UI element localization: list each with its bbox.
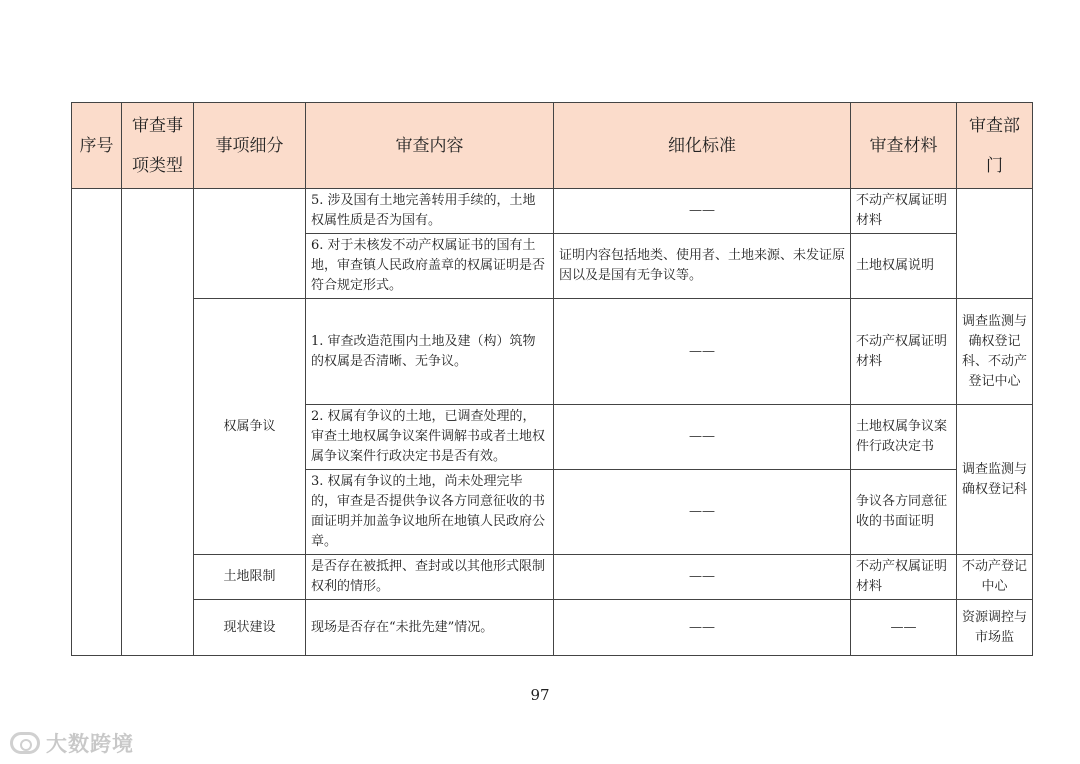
cell-material: 不动产权属证明材料 — [851, 189, 957, 234]
cell-content: 是否存在被抵押、查封或以其他形式限制权利的情形。 — [306, 555, 554, 600]
cell-content: 5. 涉及国有土地完善转用手续的，土地权属性质是否为国有。 — [306, 189, 554, 234]
cell-material: 争议各方同意征收的书面证明 — [851, 470, 957, 555]
cell-type — [122, 189, 194, 656]
cell-material: 土地权属争议案件行政决定书 — [851, 405, 957, 470]
table-row — [72, 299, 1033, 405]
header-sub: 事项细分 — [194, 103, 306, 189]
header-type: 审查事项类型 — [122, 103, 194, 189]
cell-standard: —— — [554, 189, 851, 234]
header-standard: 细化标准 — [554, 103, 851, 189]
cell-dept-continued — [957, 189, 1033, 299]
header-content: 审查内容 — [306, 103, 554, 189]
cell-standard: —— — [554, 555, 851, 600]
table-row — [72, 555, 1033, 600]
cell-standard: —— — [554, 600, 851, 656]
cell-standard: 证明内容包括地类、使用者、土地来源、未发证原因以及是国有无争议等。 — [554, 234, 851, 299]
cell-content: 1. 审查改造范围内土地及建（构）筑物的权属是否清晰、无争议。 — [306, 299, 554, 405]
cell-material: 不动产权属证明材料 — [851, 555, 957, 600]
cell-content: 2. 权属有争议的土地，已调查处理的，审查土地权属争议案件调解书或者土地权属争议案件行政决定书是否有效。 — [306, 405, 554, 470]
watermark-logo-icon — [10, 732, 40, 754]
page-number: 97 — [530, 686, 550, 704]
cell-no — [72, 189, 122, 656]
cell-sub: 土地限制 — [194, 555, 306, 600]
watermark — [10, 728, 134, 758]
header-row — [72, 103, 1033, 189]
cell-dept: 调查监测与确权登记科 — [957, 405, 1033, 555]
cell-sub: 权属争议 — [194, 299, 306, 555]
cell-content: 3. 权属有争议的土地，尚未处理完毕的，审查是否提供争议各方同意征收的书面证明并加盖争议地所在地镇人民政府公章。 — [306, 470, 554, 555]
watermark-text: 大数跨境 — [46, 732, 134, 756]
cell-standard: —— — [554, 299, 851, 405]
header-dept: 审查部门 — [957, 103, 1033, 189]
cell-material: 不动产权属证明材料 — [851, 299, 957, 405]
review-table — [71, 102, 1033, 656]
cell-dept: 不动产登记中心 — [957, 555, 1033, 600]
table-row — [72, 600, 1033, 656]
cell-material: —— — [851, 600, 957, 656]
header-material: 审查材料 — [851, 103, 957, 189]
cell-content: 6. 对于未核发不动产权属证书的国有土地，审查镇人民政府盖章的权属证明是否符合规定形式。 — [306, 234, 554, 299]
cell-content: 现场是否存在“未批先建”情况。 — [306, 600, 554, 656]
cell-dept: 调查监测与确权登记科、不动产登记中心 — [957, 299, 1033, 405]
cell-material: 土地权属说明 — [851, 234, 957, 299]
cell-standard: —— — [554, 405, 851, 470]
table-row — [72, 189, 1033, 234]
header-no: 序号 — [72, 103, 122, 189]
cell-sub-continued — [194, 189, 306, 299]
cell-dept: 资源调控与市场监 — [957, 600, 1033, 656]
cell-sub: 现状建设 — [194, 600, 306, 656]
cell-standard: —— — [554, 470, 851, 555]
